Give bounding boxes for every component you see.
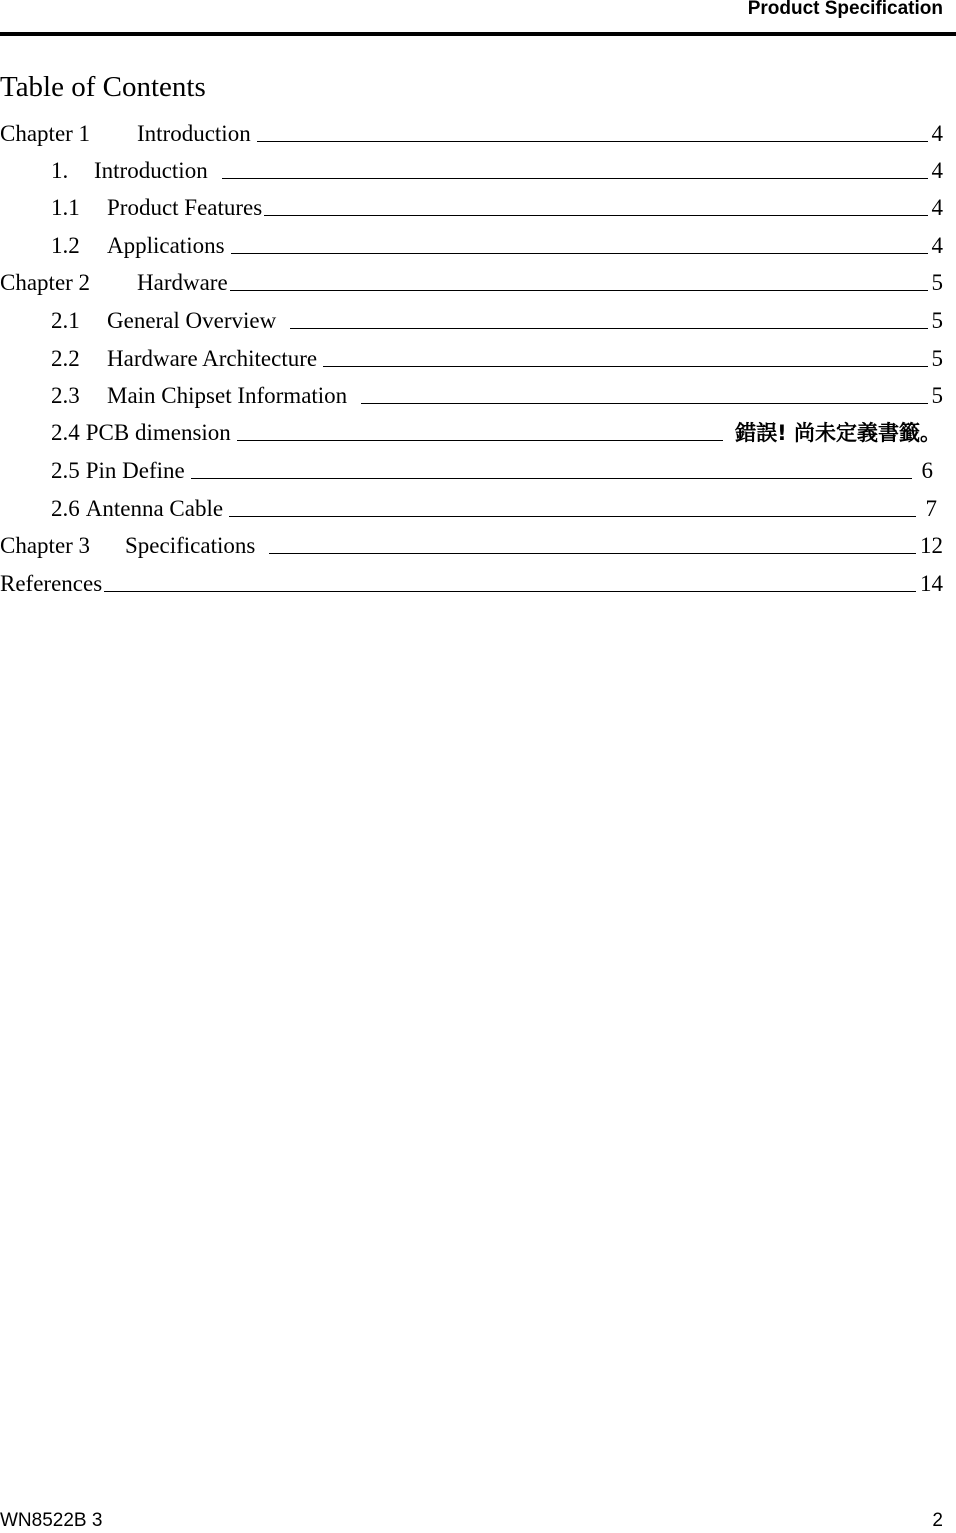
toc-entry-label: Hardware Architecture xyxy=(107,346,318,371)
toc-entry-1-2[interactable] xyxy=(51,227,943,259)
toc-entry-label: Introduction xyxy=(137,121,251,146)
toc-entry-label: Introduction xyxy=(94,158,208,183)
toc-entry-1-introduction[interactable] xyxy=(51,152,943,184)
toc-entry-2-1[interactable] xyxy=(51,302,943,334)
toc-entry-page: 4 xyxy=(931,233,943,258)
toc-leader-line xyxy=(229,515,915,517)
toc-entry-number: Chapter 1 xyxy=(0,121,91,146)
toc-entry-number: 2.4 xyxy=(51,420,80,445)
toc-entry-number: 1.1 xyxy=(51,195,80,220)
toc-entry-2-3[interactable] xyxy=(51,377,943,409)
toc-leader-line xyxy=(323,365,927,367)
toc-entry-label: References xyxy=(0,571,103,596)
toc-entry-number: 1.2 xyxy=(51,233,80,258)
toc-entry-label: General Overview xyxy=(107,308,277,333)
toc-entry-number: 2.2 xyxy=(51,346,80,371)
toc-entry-page: 4 xyxy=(931,121,943,146)
toc-entry-chapter-2[interactable] xyxy=(0,264,943,296)
toc-leader-line xyxy=(191,477,912,479)
toc-entry-2-5[interactable] xyxy=(51,452,933,484)
toc-entry-number: 2.6 xyxy=(51,496,80,521)
toc-entry-label: Main Chipset Information xyxy=(107,383,348,408)
toc-entry-page: 5 xyxy=(931,383,943,408)
toc-leader-line xyxy=(104,590,916,592)
toc-entry-references[interactable] xyxy=(0,565,943,597)
toc-entry-number: 2.5 xyxy=(51,458,80,483)
toc-leader-line xyxy=(361,402,927,404)
toc-entry-page: 6 xyxy=(921,458,933,483)
toc-entry-number: 1. xyxy=(51,158,69,183)
toc-entry-number: Chapter 2 xyxy=(0,270,91,295)
toc-entry-page: 4 xyxy=(931,195,943,220)
toc-entry-page-error: 錯誤! 尚未定義書籤。 xyxy=(735,421,941,445)
page-header-title: Product Specification xyxy=(747,0,943,19)
toc-entry-chapter-3[interactable] xyxy=(0,527,943,559)
toc-entry-label: Hardware xyxy=(137,270,228,295)
toc-leader-line xyxy=(230,289,928,291)
toc-entry-page: 5 xyxy=(931,270,943,295)
toc-leader-line xyxy=(264,214,927,216)
toc-leader-line xyxy=(269,552,916,554)
toc-entry-page: 5 xyxy=(931,308,943,333)
toc-entry-page: 7 xyxy=(925,496,937,521)
toc-entry-page: 4 xyxy=(931,158,943,183)
toc-leader-line xyxy=(290,327,927,329)
toc-entry-2-2[interactable] xyxy=(51,340,943,372)
footer-document-id: WN8522B 3 xyxy=(0,1510,103,1531)
toc-entry-2-6[interactable] xyxy=(51,490,937,522)
toc-entry-number: 2.3 xyxy=(51,383,80,408)
toc-entry-page: 12 xyxy=(920,533,943,558)
toc-entry-chapter-1[interactable] xyxy=(0,115,943,147)
toc-entry-2-4[interactable] xyxy=(51,414,943,446)
toc-leader-line xyxy=(257,140,928,142)
toc-entry-number: Chapter 3 xyxy=(0,533,91,558)
toc-entry-page: 5 xyxy=(931,346,943,371)
toc-entry-1-1[interactable] xyxy=(51,189,943,221)
toc-entry-label: PCB dimension xyxy=(85,420,231,445)
footer-page-number: 2 xyxy=(932,1510,943,1531)
toc-entry-label: Specifications xyxy=(125,533,256,558)
toc-entry-label: Antenna Cable xyxy=(85,496,224,521)
toc-leader-line xyxy=(222,177,928,179)
toc-heading: Table of Contents xyxy=(0,71,206,103)
toc-entry-number: 2.1 xyxy=(51,308,80,333)
toc-entry-label: Product Features xyxy=(107,195,263,220)
toc-leader-line xyxy=(237,439,723,441)
toc-entry-label: Pin Define xyxy=(85,458,185,483)
header-rule xyxy=(0,32,956,36)
toc-entry-page: 14 xyxy=(920,571,943,596)
toc-entry-label: Applications xyxy=(107,233,225,258)
toc-leader-line xyxy=(231,252,928,254)
